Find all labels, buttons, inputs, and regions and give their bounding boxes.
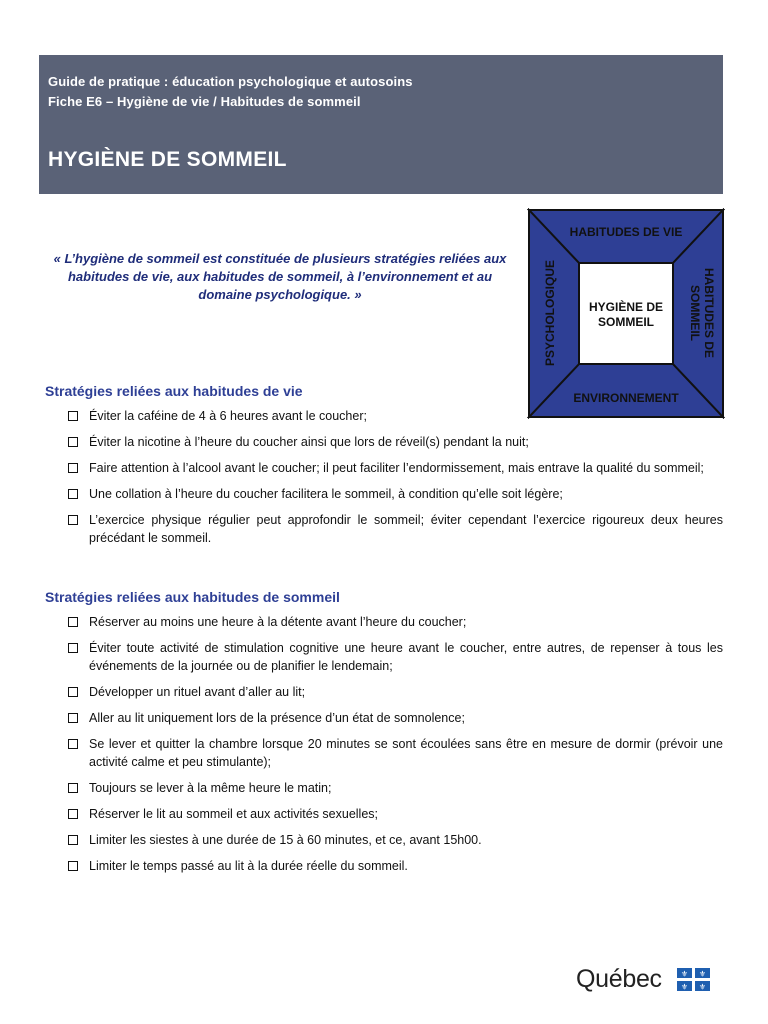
checkbox-icon — [68, 463, 78, 473]
section-title-sleep-habits: Stratégies reliées aux habitudes de sommeil — [45, 589, 340, 605]
list-item-text: Éviter la caféine de 4 à 6 heures avant le coucher; — [89, 409, 367, 423]
diagram-label-center: HYGIÈNE DE SOMMEIL — [588, 300, 663, 329]
list-item — [68, 683, 723, 701]
checkbox-icon — [68, 713, 78, 723]
list-item — [68, 831, 723, 849]
checkbox-icon — [68, 809, 78, 819]
svg-text:⚜: ⚜ — [698, 982, 707, 991]
sleep-hygiene-diagram — [527, 208, 725, 419]
quebec-flag-icon — [677, 968, 710, 991]
list-item-text: Aller au lit uniquement lors de la présence d’un état de somnolence; — [89, 711, 465, 725]
list-item-text: Limiter le temps passé au lit à la durée réelle du sommeil. — [89, 859, 408, 873]
list-item — [68, 407, 723, 425]
list-item — [68, 709, 723, 727]
list-item-text: Développer un rituel avant d’aller au lit; — [89, 685, 306, 699]
sheet-subtitle: Fiche E6 – Hygiène de vie / Habitudes de sommeil — [48, 94, 361, 109]
list-item-text: Réserver au moins une heure à la détente avant l’heure du coucher; — [89, 615, 467, 629]
checkbox-icon — [68, 687, 78, 697]
list-item-text: Faire attention à l’alcool avant le coucher; il peut faciliter l’endormissement, mais entrave la qualité du sommeil; — [89, 461, 704, 475]
checkbox-icon — [68, 411, 78, 421]
checkbox-icon — [68, 617, 78, 627]
diagram-label-psychological: PSYCHOLOGIQUE — [543, 259, 557, 367]
list-item-text: Toujours se lever à la même heure le matin; — [89, 781, 332, 795]
list-item — [68, 613, 723, 631]
svg-text:⚜: ⚜ — [680, 982, 689, 991]
list-item — [68, 433, 723, 451]
list-item — [68, 639, 723, 675]
diagram-label-sleep-habits: HABITUDES DE SOMMEIL — [688, 268, 716, 359]
list-item — [68, 735, 723, 771]
checkbox-icon — [68, 515, 78, 525]
sleep-habits-strategies-list — [68, 613, 723, 883]
checkbox-icon — [68, 835, 78, 845]
list-item — [68, 805, 723, 823]
section-title-lifestyle: Stratégies reliées aux habitudes de vie — [45, 383, 303, 399]
checkbox-icon — [68, 437, 78, 447]
definition-quote: « L’hygiène de sommeil est constituée de plusieurs stratégies reliées aux habitudes de vie, aux habitudes de sommeil, à l’environnement et au domaine psychologique. » — [53, 251, 507, 302]
list-item — [68, 511, 723, 547]
list-item — [68, 485, 723, 503]
list-item — [68, 459, 723, 477]
list-item-text: Limiter les siestes à une durée de 15 à 60 minutes, et ce, avant 15h00. — [89, 833, 482, 847]
svg-text:⚜: ⚜ — [680, 969, 689, 979]
diagram-label-environment: ENVIRONNEMENT — [573, 391, 679, 405]
page-title: HYGIÈNE DE SOMMEIL — [48, 148, 287, 171]
list-item-text: Se lever et quitter la chambre lorsque 20 minutes se sont écoulées sans être en mesure de dormir (prévoir une activité calme et peu stimulante); — [89, 737, 723, 769]
guide-subtitle: Guide de pratique : éducation psychologique et autosoins — [48, 74, 413, 89]
document-header — [39, 55, 723, 194]
list-item-text: Une collation à l’heure du coucher facilitera le sommeil, à condition qu’elle soit légère; — [89, 487, 563, 501]
checkbox-icon — [68, 739, 78, 749]
list-item-text: Réserver le lit au sommeil et aux activités sexuelles; — [89, 807, 379, 821]
list-item-text: Éviter la nicotine à l’heure du coucher ainsi que lors de réveil(s) pendant la nuit; — [89, 435, 529, 449]
svg-text:⚜: ⚜ — [698, 969, 707, 979]
list-item — [68, 779, 723, 797]
list-item — [68, 857, 723, 875]
checkbox-icon — [68, 861, 78, 871]
lifestyle-strategies-list — [68, 407, 723, 555]
checkbox-icon — [68, 783, 78, 793]
checkbox-icon — [68, 643, 78, 653]
list-item-text: L’exercice physique régulier peut approfondir le sommeil; éviter cependant l’exercice rigoureux deux heures précédant le sommeil. — [89, 513, 723, 545]
checkbox-icon — [68, 489, 78, 499]
diagram-label-lifestyle: HABITUDES DE VIE — [569, 225, 683, 239]
list-item-text: Éviter toute activité de stimulation cognitive une heure avant le coucher, entre autres, de repenser à tous les événements de la journée ou de planifier le lendemain; — [89, 641, 723, 673]
quebec-wordmark: Québec — [576, 965, 662, 993]
